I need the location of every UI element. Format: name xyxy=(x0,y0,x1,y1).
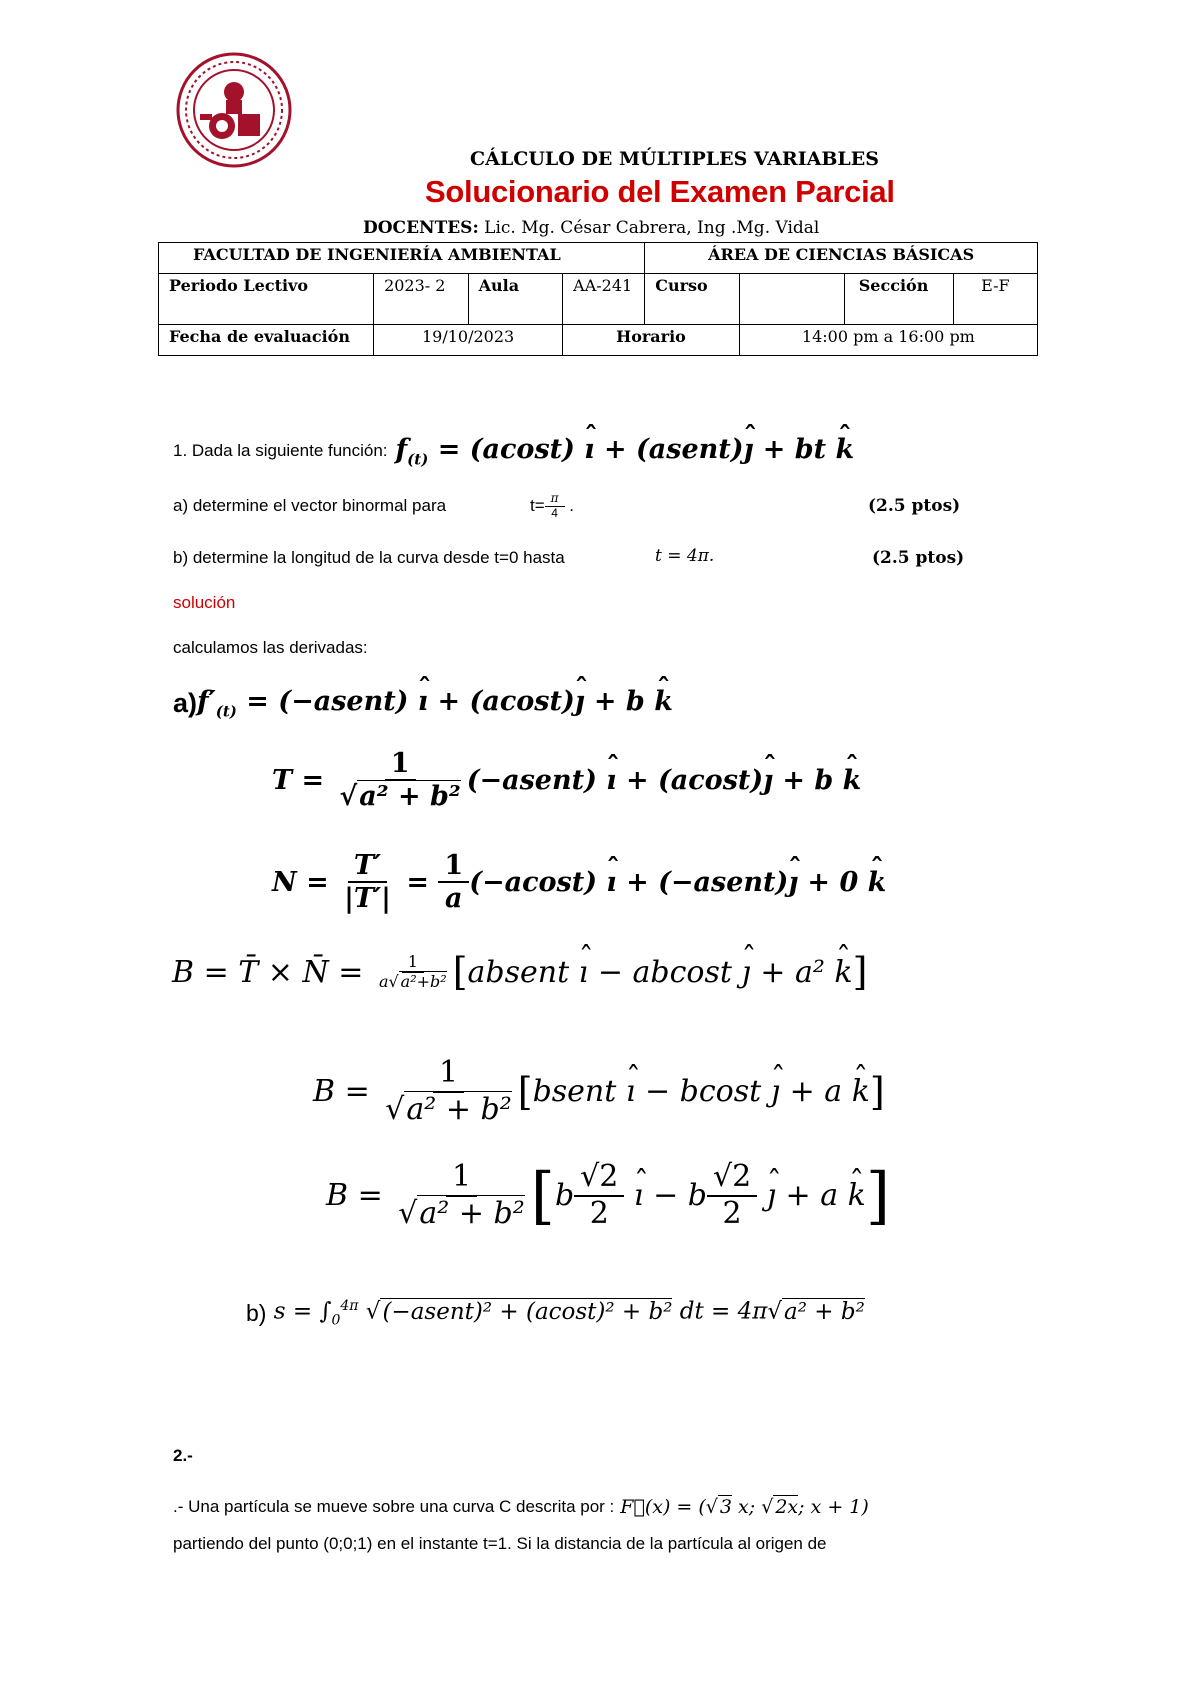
part-a-t: t= $\frac{\pi}{4}$ . xyxy=(530,491,574,520)
problem1-function: $f_{(t)} = (acost)$ ˆ ı + (asent)ˆ ȷ + bt ˆ k xyxy=(396,434,855,468)
teachers-line xyxy=(363,218,819,238)
teachers-names: Lic. Mg. César Cabrera, Ing .Mg. Vidal xyxy=(484,218,820,238)
date-label: Fecha de evaluación xyxy=(159,325,374,356)
equation-B-evaluated: B = $\frac{1}{\text{√a² + b²}}$ [ b $\frac{√2}{2}$ ˆ ı − b $\frac{√2}{2}$ ˆ ȷ + a ˆ k ] xyxy=(326,1160,890,1231)
problem1-intro: 1. Dada la siguiente función: xyxy=(173,441,388,461)
eq-a-label: a) xyxy=(173,687,198,718)
problem2-line1-text: .- Una partícula se mueve sobre una curva C descrita por : xyxy=(173,1497,615,1516)
equation-fprime: a) $f'_{(t)}$ = (−asent) ˆ ı + (acost)ˆ ȷ + b ˆ k xyxy=(173,686,673,720)
equation-T: T = $\frac{1}{\text{√a² + b²}}$ (−asent) ˆ ı + (acost)ˆ ȷ + b ˆ k xyxy=(272,748,861,812)
part-a-text: a) determine el vector binormal para xyxy=(173,496,447,515)
exam-info-table xyxy=(158,242,1038,356)
room-label: Aula xyxy=(468,274,563,325)
section-label: Sección xyxy=(844,274,953,325)
equation-B-simplified: B = $\frac{1}{\text{√a² + b²}}$ [ bsent ˆ ı − bcost ˆ ȷ + a ˆ k ] xyxy=(313,1056,885,1127)
part-a-points: (2.5 ptos) xyxy=(868,496,961,516)
section-value: E-F xyxy=(953,274,1037,325)
faculty-cell: FACULTAD DE INGENIERÍA AMBIENTAL xyxy=(159,243,645,274)
course-label: Curso xyxy=(645,274,740,325)
area-cell: ÁREA DE CIENCIAS BÁSICAS xyxy=(645,243,1038,274)
problem2-number: 2.- xyxy=(173,1446,193,1465)
course-value xyxy=(739,274,844,325)
part-b-t: t = 4π. xyxy=(655,546,715,566)
eq-b-label: b) xyxy=(246,1299,267,1326)
schedule-value: 14:00 pm a 16:00 pm xyxy=(739,325,1037,356)
equation-N: N = $\frac{T'}{|T'|}$ = $\frac{1}{a}$ (−acost) ˆ ı + (−asent)ˆ ȷ + 0 ˆ k xyxy=(272,850,886,914)
derivatives-label: calculamos las derivadas: xyxy=(173,638,368,657)
period-value: 2023- 2 xyxy=(374,274,469,325)
equation-arc-length: b) $s = \int_0^{4\pi}$ √(−asent)² + (acost)² + b² dt = 4π√a² + b² xyxy=(246,1298,865,1329)
exam-subtitle: Solucionario del Examen Parcial xyxy=(425,174,895,209)
room-value: AA-241 xyxy=(563,274,645,325)
problem2-line2: partiendo del punto (0;0;1) en el instante t=1. Si la distancia de la partícula al origen de xyxy=(173,1534,827,1553)
part-b-points: (2.5 ptos) xyxy=(872,548,965,568)
solution-label: solución xyxy=(173,593,236,612)
problem2-curve-equation: F⃗(x) = (√ 3 x; √ 2x; x + 1) xyxy=(620,1496,869,1518)
part-b-text: b) determine la longitud de la curva desde t=0 hasta xyxy=(173,548,565,567)
fraction: $\frac{1}{\text{√a² + b²}}$ xyxy=(339,748,461,813)
period-label: Periodo Lectivo xyxy=(159,274,374,325)
course-title: CÁLCULO DE MÚLTIPLES VARIABLES xyxy=(470,148,879,170)
schedule-label: Horario xyxy=(563,325,740,356)
problem1-statement xyxy=(173,434,854,468)
university-seal-logo xyxy=(176,52,292,168)
date-value: 19/10/2023 xyxy=(374,325,563,356)
problem2-line1 xyxy=(173,1496,869,1518)
equation-B-cross: B = T̄ × N̄ = $\frac{1}{\text{a√ a²+b²}}$ [ absent ˆ ı − abcost ˆ ȷ + a² ˆ k ] xyxy=(172,950,867,994)
teachers-label: DOCENTES: xyxy=(363,218,479,238)
